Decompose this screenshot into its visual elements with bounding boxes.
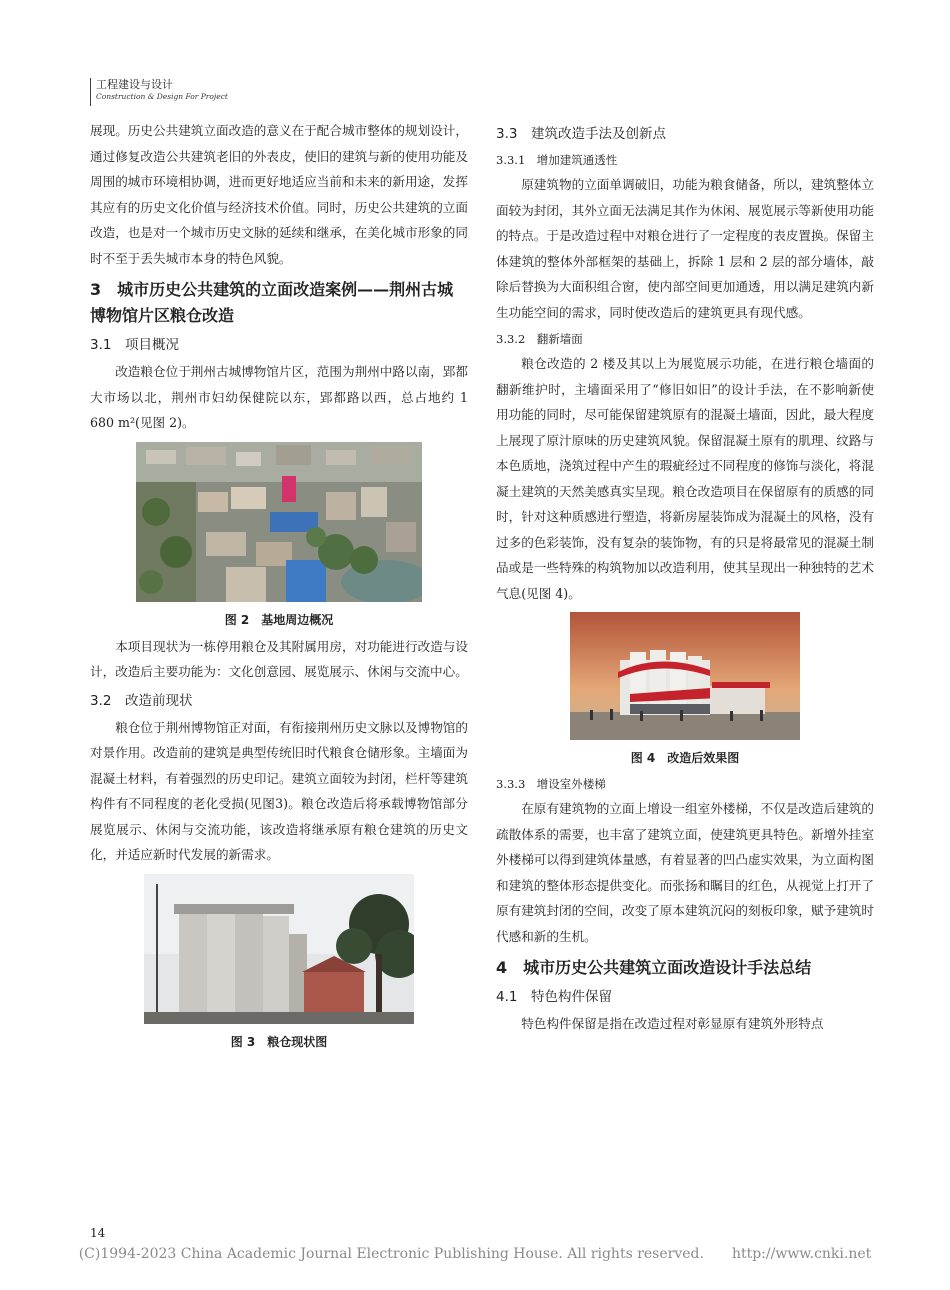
journal-title-cn: 工程建设与设计 xyxy=(96,78,173,91)
figure-3 xyxy=(90,874,468,1054)
figure-4-caption: 图 4 改造后效果图 xyxy=(630,751,740,765)
figure-4 xyxy=(496,612,874,770)
copyright-footer: (C)1994-2023 China Academic Journal Electronic Publishing House. All rights reserved. http://www.cnki.net xyxy=(78,1246,872,1262)
figure-3-caption: 图 3 粮仓现状图 xyxy=(230,1034,328,1049)
renovation-rendering xyxy=(570,612,800,740)
section-3-heading: 3 城市历史公共建筑的立面改造案例——荆州古城博物馆片区粮仓改造 xyxy=(90,280,454,325)
section-3-1-heading: 3.1 项目概况 xyxy=(90,337,179,353)
section-4-heading: 4 城市历史公共建筑立面改造设计手法总结 xyxy=(496,958,812,977)
section-3-3-2-heading: 3.3.2 翻新墙面 xyxy=(496,332,583,346)
section-3-2-heading: 3.2 改造前现状 xyxy=(90,692,193,709)
section-3-3-1-heading: 3.3.1 增加建筑通透性 xyxy=(496,153,618,167)
section-3-3-heading: 3.3 建筑改造手法及创新点 xyxy=(496,126,666,142)
paragraph-3-3-1: 原建筑物的立面单调破旧，功能为粮食储备，所以，建筑整体立面较为封闭，其外立面无法满足其作为休闲、展览展示等新使用功能的特点。于是改造过程中对粮仓进行了一定程度的表皮置换。保留主体建筑的整体外部框架的基础上，拆除 1 层和 2 层的部分墙体，敲除后替换为大面积组合窗，使内部空间更加通透，用以满足建筑内新生功能空间的需求，同时使改造后的建筑更具有现代感。 xyxy=(496,177,874,320)
paragraph-3-3-3: 在原有建筑物的立面上增设一组室外楼梯，不仅是改造后建筑的疏散体系的需要，也丰富了建筑立面，使建筑更具特色。新增外挂室外楼梯可以得到建筑体量感，有着显著的凹凸虚实效果，为立面构图和建筑的整体形态提供变化。而张扬和瞩目的红色，从视觉上打开了原有建筑封闭的空间，改变了原本建筑沉闷的刻板印象，赋予建筑时代感和新的生机。 xyxy=(496,801,874,944)
granary-photo xyxy=(144,874,414,1024)
section-3-3-3-heading: 3.3.3 增设室外楼梯 xyxy=(496,777,606,791)
section-4-1-heading: 4.1 特色构件保留 xyxy=(496,989,612,1005)
paragraph-3-1: 改造粮仓位于荆州古城博物馆片区，范围为荆州中路以南，郢都大市场以北，荆州市妇幼保健院以东，郢都路以西，总占地约 1 680 m²(见图 2)。 xyxy=(90,364,468,430)
left-column xyxy=(90,118,468,1056)
paragraph-4-1: 特色构件保留是指在改造过程对彰显原有建筑外形特点 xyxy=(521,1016,824,1031)
figure-2-caption: 图 2 基地周边概况 xyxy=(224,612,334,627)
header-rule xyxy=(90,78,91,106)
paragraph-intro-cont: 展现。历史公共建筑立面改造的意义在于配合城市整体的规划设计，通过修复改造公共建筑老旧的外表皮，使旧的建筑与新的使用功能及周围的城市环境相协调，进而更好地适应当前和未来的新用途，发挥其应有的历史文化价值与经济技术价值。同时，历史公共建筑的立面改造，也是对一个城市历史文脉的延续和继承，在美化城市形象的同时不至于丢失城市本身的特色风貌。 xyxy=(90,123,468,266)
figure-2 xyxy=(90,442,468,632)
aerial-city-photo xyxy=(136,442,422,602)
paragraph-3-1b: 本项目现状为一栋停用粮仓及其附属用房，对功能进行改造与设计，改造后主要功能为：文化创意园、展览展示、休闲与交流中心。 xyxy=(90,638,468,679)
right-column xyxy=(496,118,874,1037)
journal-title-en: Construction & Design For Project xyxy=(96,92,228,101)
paragraph-3-3-2: 粮仓改造的 2 楼及其以上为展览展示功能，在进行粮仓墙面的翻新维护时，主墙面采用了“修旧如旧”的设计手法，在不影响新使用功能的同时，尽可能保留建筑原有的混凝土墙面，因此，最大程度上展现了原汁原味的历史建筑风貌。保留混凝土原有的肌理、纹路与本色质地，浇筑过程中产生的瑕疵经过不同程度的修饰与淡化，将混凝土建筑的天然美感真实呈现。粮仓改造项目在保留原有的质感的同时，针对这种质感进行塑造，将新房屋装饰成为混凝土的风格，没有过多的色彩装饰，没有复杂的装饰物，有的只是将最常见的混凝土制品或是一些特殊的构筑物加以改造利用，使其呈现出一种独特的艺术气息(见图 4)。 xyxy=(496,356,874,601)
paragraph-3-2: 粮仓位于荆州博物馆正对面，有衔接荆州历史文脉以及博物馆的对景作用。改造前的建筑是典型传统旧时代粮食仓储形象。主墙面为混凝土材料，有着强烈的历史印记。建筑立面较为封闭，栏杆等建筑构件有不同程度的老化受损(见图3)。粮仓改造后将承载博物馆部分展览展示、休闲与交流功能，该改造将继承原有粮仓建筑的历史文化，并适应新时代发展的新需求。 xyxy=(90,719,468,862)
page-number: 14 xyxy=(90,1226,106,1240)
